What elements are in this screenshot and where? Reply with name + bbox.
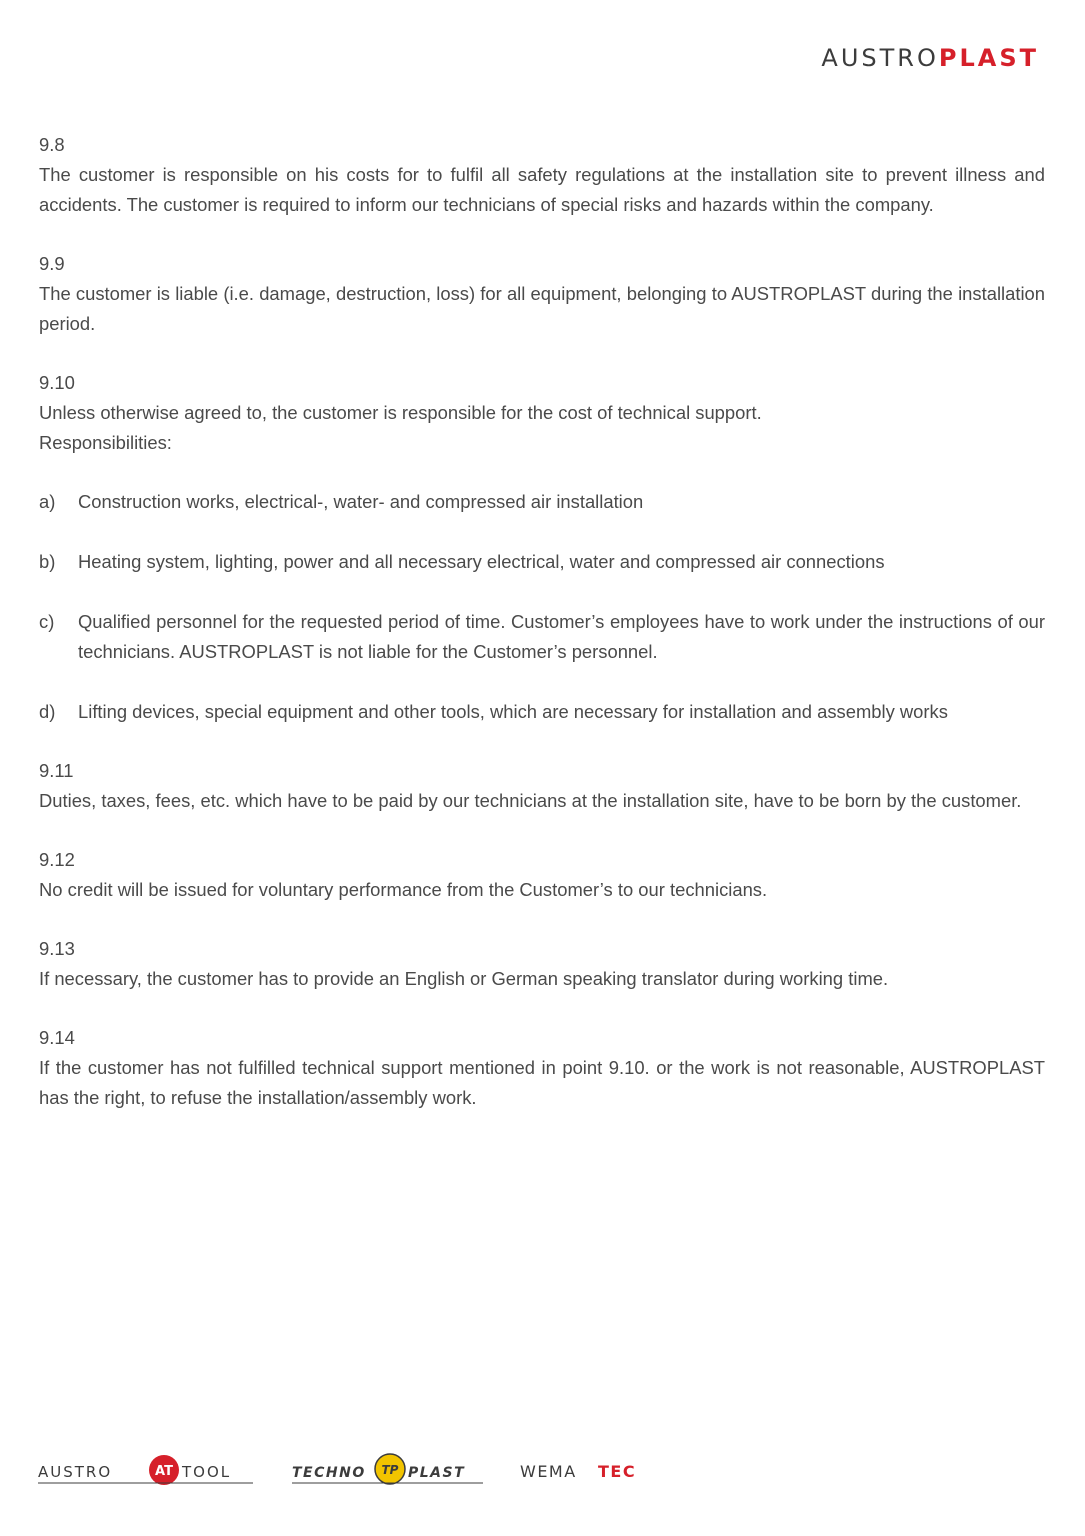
list-item bbox=[39, 697, 1045, 727]
section-9-10 bbox=[39, 368, 1045, 458]
section-number: 9.10 bbox=[39, 372, 75, 393]
austrotool-left: AUSTRO bbox=[38, 1463, 113, 1481]
austrotool-logo bbox=[38, 1448, 258, 1488]
technoplast-badge: TP bbox=[381, 1463, 399, 1477]
wematec-part2: TEC bbox=[598, 1462, 637, 1481]
list-item bbox=[39, 487, 1045, 517]
list-item-text: Lifting devices, special equipment and other tools, which are necessary for installation and assembly works bbox=[78, 701, 948, 722]
section-text: The customer is liable (i.e. damage, destruction, loss) for all equipment, belonging to AUSTROPLAST during the installation period. bbox=[39, 283, 1045, 334]
austroplast-logo bbox=[821, 44, 1039, 72]
footer-logos bbox=[38, 1448, 698, 1488]
section-number: 9.9 bbox=[39, 253, 65, 274]
section-9-8 bbox=[39, 130, 1045, 220]
section-text: If necessary, the customer has to provide an English or German speaking translator during working time. bbox=[39, 968, 889, 989]
austrotool-badge: AT bbox=[155, 1464, 173, 1479]
list-marker: d) bbox=[39, 701, 56, 722]
section-text: Duties, taxes, fees, etc. which have to be paid by our technicians at the installation site, have to be born by the customer. bbox=[39, 790, 1022, 811]
technoplast-logo bbox=[292, 1448, 492, 1488]
list-marker: c) bbox=[39, 611, 55, 632]
technoplast-right: PLAST bbox=[408, 1465, 466, 1481]
section-9-13 bbox=[39, 934, 1045, 994]
section-number: 9.11 bbox=[39, 760, 74, 781]
list-item-text: Qualified personnel for the requested period of time. Customer’s employees have to work under the instructions of our technicians. AUSTROPLAST is not liable for the Customer’s personnel. bbox=[78, 611, 1045, 662]
list-item-text: Construction works, electrical-, water- and compressed air installation bbox=[78, 491, 644, 512]
document-body bbox=[39, 130, 1045, 1142]
wematec-logo bbox=[520, 1448, 660, 1488]
section-number: 9.12 bbox=[39, 849, 75, 870]
responsibilities-list bbox=[39, 487, 1045, 727]
section-text: If the customer has not fulfilled technical support mentioned in point 9.10. or the work is not reasonable, AUSTROPLAST has the right, to refuse the installation/assembly work. bbox=[39, 1057, 1045, 1108]
logo-part-plast: PLAST bbox=[938, 44, 1039, 72]
section-9-12 bbox=[39, 845, 1045, 905]
wematec-part1: WEMA bbox=[520, 1462, 577, 1481]
section-number: 9.13 bbox=[39, 938, 75, 959]
section-number: 9.8 bbox=[39, 134, 65, 155]
logo-part-austro: AUSTRO bbox=[821, 44, 939, 72]
austrotool-right: TOOL bbox=[182, 1463, 232, 1481]
technoplast-left: TECHNO bbox=[292, 1465, 366, 1481]
section-9-9 bbox=[39, 249, 1045, 339]
list-marker: b) bbox=[39, 551, 56, 572]
section-9-14 bbox=[39, 1023, 1045, 1113]
responsibilities-label: Responsibilities: bbox=[39, 432, 172, 453]
section-text: Unless otherwise agreed to, the customer is responsible for the cost of technical support. bbox=[39, 402, 762, 423]
list-item bbox=[39, 607, 1045, 667]
list-item-text: Heating system, lighting, power and all necessary electrical, water and compressed air connections bbox=[78, 551, 885, 572]
section-number: 9.14 bbox=[39, 1027, 75, 1048]
list-item bbox=[39, 547, 1045, 577]
section-9-11 bbox=[39, 756, 1045, 816]
section-text: No credit will be issued for voluntary performance from the Customer’s to our technicians. bbox=[39, 879, 768, 900]
list-marker: a) bbox=[39, 491, 56, 512]
section-text: The customer is responsible on his costs for to fulfil all safety regulations at the installation site to prevent illness and accidents. The customer is required to inform our technicians of special risks and hazards within the company. bbox=[39, 164, 1045, 215]
